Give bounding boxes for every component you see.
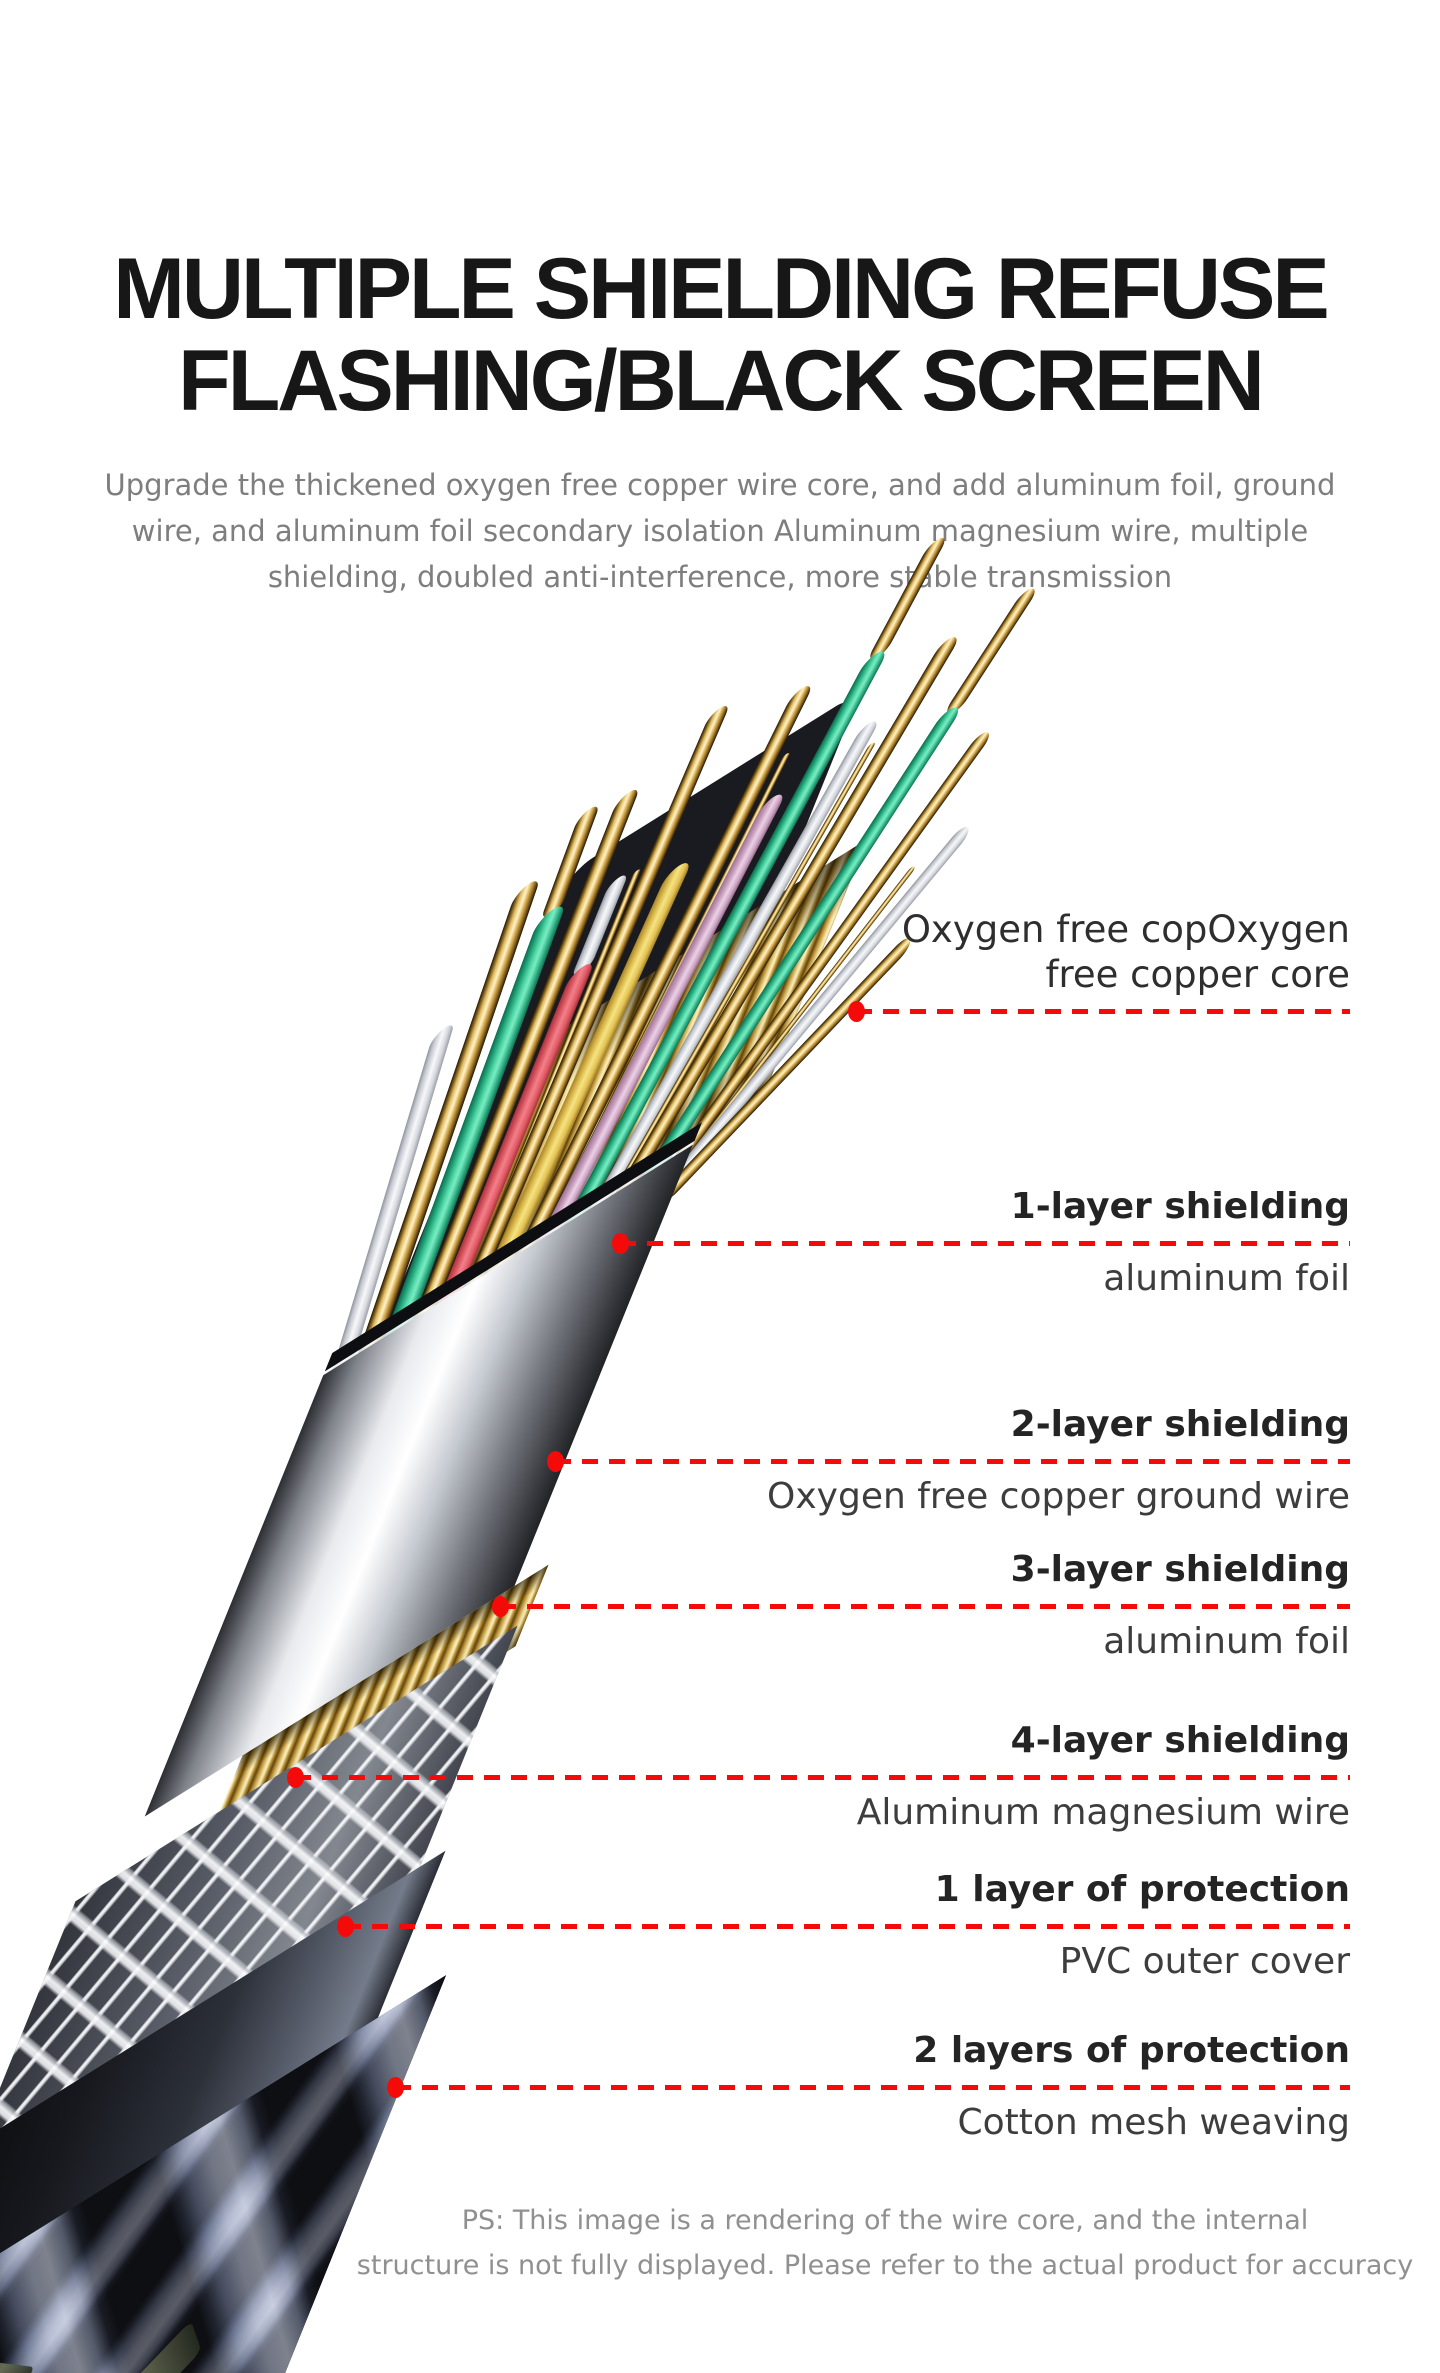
callout-subtitle: PVC outer cover: [1059, 1941, 1350, 1982]
callout-title-line1: Oxygen free copOxygen: [901, 908, 1350, 951]
callout-title: 2 layers of protection: [913, 2030, 1350, 2071]
page-title-line1: MULTIPLE SHIELDING REFUSE: [113, 241, 1327, 337]
callout-title: 1 layer of protection: [934, 1869, 1350, 1910]
disclaimer-line2: structure is not fully displayed. Please refer to the actual product for accuracy: [356, 2250, 1414, 2281]
subtitle-line3: shielding, doubled anti-interference, more stable transmission: [267, 560, 1173, 594]
subtitle-line1: Upgrade the thickened oxygen free copper wire core, and add aluminum foil, ground: [104, 468, 1336, 502]
disclaimer-note: [330, 2198, 1440, 2288]
subtitle-line2: wire, and aluminum foil secondary isolation Aluminum magnesium wire, multiple: [131, 514, 1309, 548]
callout-subtitle: Aluminum magnesium wire: [856, 1792, 1350, 1833]
callout-subtitle: aluminum foil: [1103, 1621, 1350, 1662]
callout-subtitle: aluminum foil: [1103, 1258, 1350, 1299]
callout-subtitle: Oxygen free copper ground wire: [767, 1476, 1350, 1517]
disclaimer-line1: PS: This image is a rendering of the wire core, and the internal: [461, 2205, 1309, 2236]
wire-bundle: [261, 410, 1143, 1461]
page-title-line2: FLASHING/BLACK SCREEN: [178, 333, 1262, 429]
callout-title: 2-layer shielding: [1010, 1404, 1350, 1445]
callout-title-line2: free copper core: [1045, 953, 1350, 996]
callout-subtitle: Cotton mesh weaving: [957, 2102, 1350, 2143]
callout-title: 4-layer shielding: [1010, 1720, 1350, 1761]
callout-title: 1-layer shielding: [1010, 1186, 1350, 1227]
callout-title: 3-layer shielding: [1010, 1549, 1350, 1590]
